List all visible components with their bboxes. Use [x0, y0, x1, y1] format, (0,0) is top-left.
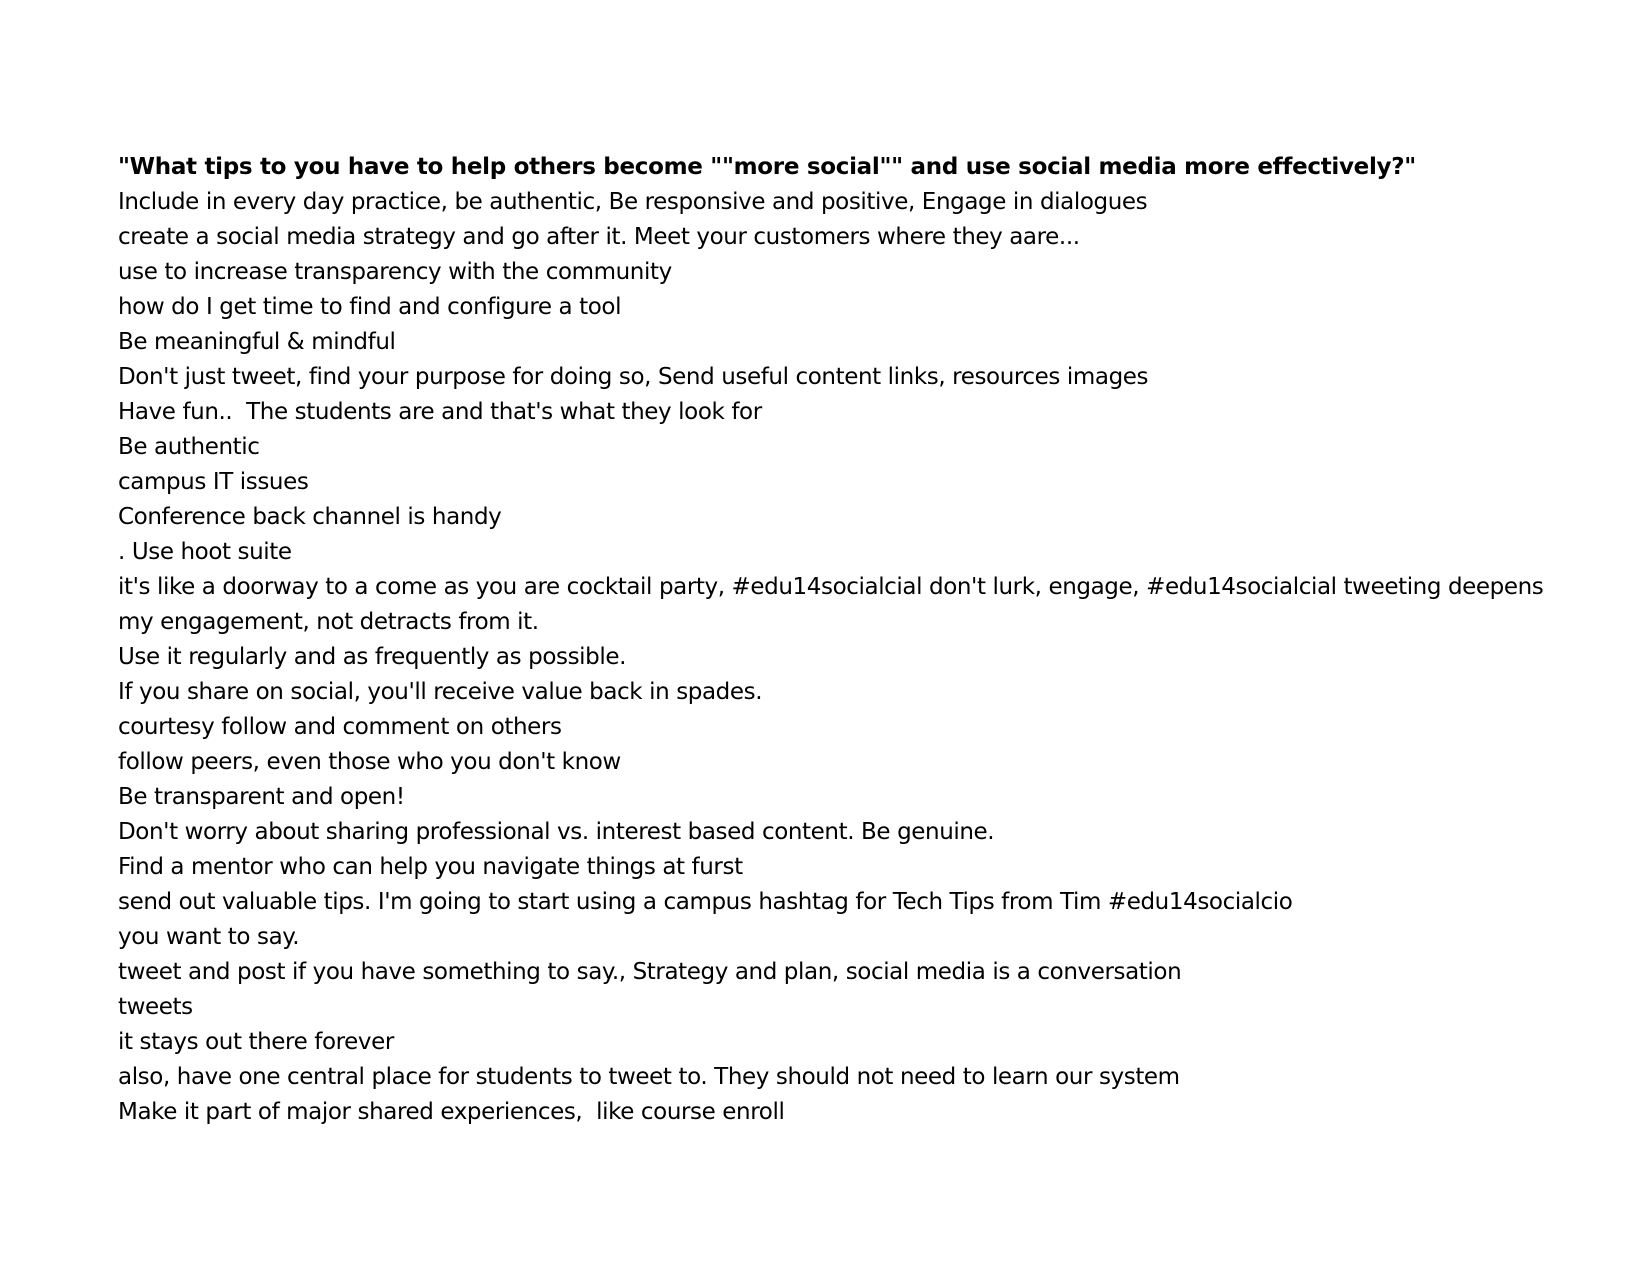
response-line: Conference back channel is handy — [118, 504, 502, 530]
response-line: follow peers, even those who you don't know — [118, 749, 621, 775]
response-line: Use it regularly and as frequently as possible. — [118, 644, 626, 670]
response-line: it stays out there forever — [118, 1029, 394, 1055]
response-line: Be authentic — [118, 434, 260, 460]
question-heading: "What tips to you have to help others become ""more social"" and use social media more effectively?" — [118, 154, 1416, 180]
response-line: Find a mentor who can help you navigate things at furst — [118, 854, 743, 880]
response-line: it's like a doorway to a come as you are cocktail party, #edu14socialcial don't lurk, engage, #edu14socialcial tweeting deepens — [118, 574, 1544, 600]
response-line: Be transparent and open! — [118, 784, 405, 810]
response-line: If you share on social, you'll receive value back in spades. — [118, 679, 763, 705]
response-line: Be meaningful & mindful — [118, 329, 396, 355]
response-line: . Use hoot suite — [118, 539, 292, 565]
response-line: send out valuable tips. I'm going to start using a campus hashtag for Tech Tips from Tim #edu14socialcio — [118, 889, 1293, 915]
response-list — [118, 185, 1618, 1130]
response-line: Have fun.. The students are and that's what they look for — [118, 399, 762, 425]
response-line: Make it part of major shared experiences, like course enroll — [118, 1099, 785, 1125]
response-line: my engagement, not detracts from it. — [118, 609, 539, 635]
response-line: campus IT issues — [118, 469, 309, 495]
response-line: tweet and post if you have something to say., Strategy and plan, social media is a conversation — [118, 959, 1182, 985]
response-line: tweets — [118, 994, 193, 1020]
response-line: Don't worry about sharing professional vs. interest based content. Be genuine. — [118, 819, 995, 845]
response-line: use to increase transparency with the community — [118, 259, 672, 285]
response-line: create a social media strategy and go after it. Meet your customers where they aare... — [118, 224, 1080, 250]
response-line: Include in every day practice, be authentic, Be responsive and positive, Engage in dialogues — [118, 189, 1148, 215]
response-line: how do I get time to find and configure a tool — [118, 294, 622, 320]
response-line: Don't just tweet, find your purpose for doing so, Send useful content links, resources images — [118, 364, 1149, 390]
document-page — [118, 150, 1618, 1130]
response-line: you want to say. — [118, 924, 300, 950]
response-line: courtesy follow and comment on others — [118, 714, 562, 740]
response-line: also, have one central place for students to tweet to. They should not need to learn our system — [118, 1064, 1180, 1090]
